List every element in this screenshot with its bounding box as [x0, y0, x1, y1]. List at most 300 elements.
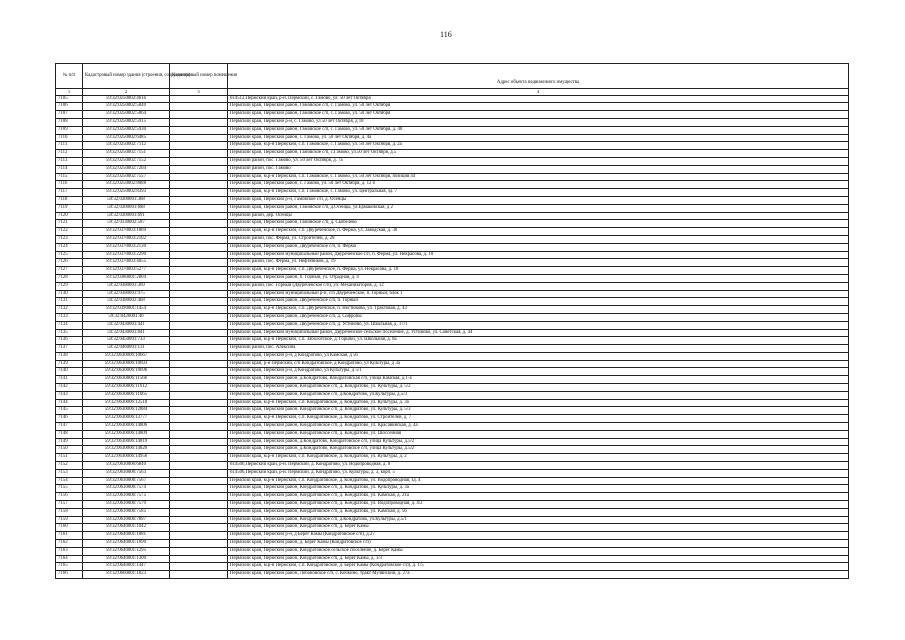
row-number-cell: 7125 — [56, 251, 83, 259]
cadastral-number-cell: 59:32:0250002:5864 — [83, 111, 170, 119]
premise-number-cell — [170, 555, 228, 563]
header-cadastral-premise: Кадастровый номер помещения — [170, 64, 228, 89]
address-cell: Пермский край, м.р-н Пермский, с.п. Двуреченское, п. Ферма, ул. Некрасова, д. 18 — [228, 267, 849, 275]
premise-number-cell — [170, 446, 228, 454]
premise-number-cell — [170, 228, 228, 236]
row-number-cell: 7126 — [56, 259, 83, 267]
address-cell: Пермский край, м.р-н Пермский, с.п. Кондратовское, д. Кондратово, ул. Культуры, д. 3а — [228, 399, 849, 407]
premise-number-cell — [170, 384, 228, 392]
address-cell: Пермский край, Пермский район, Двуреченское с/п, п. Горный — [228, 298, 849, 306]
table-row — [56, 501, 849, 509]
table-row — [56, 360, 849, 368]
table-row — [56, 352, 849, 360]
premise-number-cell — [170, 477, 228, 485]
row-number-cell: 7124 — [56, 243, 83, 251]
cadastral-number-cell: 59:32:0630006:7574 — [83, 485, 170, 493]
row-number-cell: 7155 — [56, 485, 83, 493]
row-number-cell: 7118 — [56, 196, 83, 204]
cadastral-number-cell: 59:32:0630006:14806 — [83, 423, 170, 431]
address-cell: Пермский край, Пермский район, Кондратовское с/п, д. Кондратово, ул. Культуры, д. 5/3 — [228, 407, 849, 415]
table-row — [56, 516, 849, 524]
table-row — [56, 212, 849, 220]
table-row — [56, 469, 849, 477]
table-row — [56, 228, 849, 236]
premise-number-cell — [170, 251, 228, 259]
address-cell: Пермский край, Пермский район, Кондратовское с/п, д. Кондратово, ул. Водопроводная, д. 4/2 — [228, 501, 849, 509]
premise-number-cell — [170, 321, 228, 329]
row-number-cell: 7158 — [56, 508, 83, 516]
cadastral-number-cell: 59:32:0250002:5840 — [83, 103, 170, 111]
address-cell: Пермский район, дер. Осенцы — [228, 212, 849, 220]
cadastral-number-cell: 59:32:0380001:2804 — [83, 274, 170, 282]
table-row — [56, 415, 849, 423]
table-row — [56, 368, 849, 376]
cadastral-number-cell: 59:32:0250002:7204 — [83, 165, 170, 173]
address-cell: 614506,Пермский край, р-н. Пермский, д. Кондратово, ул. Культуры, д. 3, корп. 5 — [228, 469, 849, 477]
address-cell: Пермский край, Пермский р-н, д Кондратово, ул Камская, д 5б — [228, 352, 849, 360]
cadastral-number-cell: 59:32:0630006:14956 — [83, 454, 170, 462]
premise-number-cell — [170, 563, 228, 571]
address-cell: Пермский край, Пермский район, Кондратовское с/п, д. Кондратово, ул. Культуры, д. 5/2 — [228, 384, 849, 392]
premise-number-cell — [170, 290, 228, 298]
table-row — [56, 118, 849, 126]
premise-number-cell — [170, 571, 228, 579]
cadastral-number-cell: 59:32:0250002:5930 — [83, 126, 170, 134]
address-cell: 614506,Пермский край, р-н. Пермский, д. Кондратово, ул. Водопроводная, д. 8 — [228, 462, 849, 470]
row-number-cell: 7154 — [56, 477, 83, 485]
premise-number-cell — [170, 111, 228, 119]
address-cell: Пермский район, пос. Ферма, ул. Строителей, д. 28 — [228, 235, 849, 243]
premise-number-cell — [170, 243, 228, 251]
cadastral-number-cell: 59:32:0660001:1823 — [83, 571, 170, 579]
column-number: 1 — [56, 89, 83, 96]
cadastral-number-cell: 59:32:0630006:12884 — [83, 407, 170, 415]
premise-number-cell — [170, 532, 228, 540]
address-cell: Пермский край, Пермский район, Кондратовское с/п, д. Кондратово, ул. Камская, д. 5б — [228, 508, 849, 516]
row-number-cell: 7123 — [56, 235, 83, 243]
cadastral-number-cell: 59:32:0300001:688 — [83, 204, 170, 212]
address-cell: Пермский край, Пермский муниципальный район, Двуреченское с/п, п. Ферма, ул. Некрасова, д. 10 — [228, 251, 849, 259]
table-row — [56, 540, 849, 548]
row-number-cell: 7151 — [56, 454, 83, 462]
address-cell: Пермский край, Пермский район, Двуреченское с/п, д. Устиново, ул. Школьная, д. 17/1 — [228, 321, 849, 329]
table-row — [56, 524, 849, 532]
address-cell: Пермский район, пос. Алексина — [228, 345, 849, 353]
premise-number-cell — [170, 547, 228, 555]
table-row — [56, 376, 849, 384]
address-cell: Пермский край, м.р-н Пермский, с.п. Двуреченское, п. Нестюково, ул. Трактовая, д. 43 — [228, 306, 849, 314]
premise-number-cell — [170, 508, 228, 516]
row-number-cell: 7114 — [56, 165, 83, 173]
table-row — [56, 329, 849, 337]
row-number-cell: 7117 — [56, 189, 83, 197]
premise-number-cell — [170, 462, 228, 470]
premise-number-cell — [170, 298, 228, 306]
address-cell: Пермский край, Пермский район, Гамовское с/п, с. Гамово, ул. 50 лет Октября — [228, 103, 849, 111]
row-number-cell: 7120 — [56, 212, 83, 220]
cadastral-number-cell: 59:32:0370003:1869 — [83, 228, 170, 236]
table-row — [56, 196, 849, 204]
row-number-cell: 7127 — [56, 267, 83, 275]
cadastral-number-cell: 59:32:0250002:7557 — [83, 173, 170, 181]
address-cell: Пермский край, Пермский район, Кондратовское с/п, д.Кондратово, ул.Культуры, д.5/3 — [228, 391, 849, 399]
address-cell: Пермский край, Пермский район, Кондратовское с/п, д. Берег Камы, д. 1/3 — [228, 555, 849, 563]
address-cell: Пермский край, Пермский район, д. Берег Камы (Кондратовское с/п) — [228, 540, 849, 548]
row-number-cell: 7129 — [56, 282, 83, 290]
table-row — [56, 204, 849, 212]
table-row — [56, 430, 849, 438]
row-number-cell: 7128 — [56, 274, 83, 282]
address-cell: Пермский край, м.р-н Пермский, с.п. Двуреченское, п. Ферма, ул. Заводская, д. 30 — [228, 228, 849, 236]
premise-number-cell — [170, 524, 228, 532]
table-row — [56, 485, 849, 493]
address-cell: Пермский край, м.р-н Пермский, с.п. Гамовское, с. Гамово, ул. 50 лет Октября, д. 2а — [228, 142, 849, 150]
row-number-cell: 7163 — [56, 547, 83, 555]
cadastral-number-cell: 59:32:0630006:11612 — [83, 384, 170, 392]
cadastral-number-cell: 59:32:0370003:2130 — [83, 243, 170, 251]
row-number-cell: 7116 — [56, 181, 83, 189]
table-body — [56, 95, 849, 578]
address-cell: Пермский край, Пермский р-н, д Кондратово, ул Культуры, д 5/1 — [228, 368, 849, 376]
row-number-cell: 7133 — [56, 313, 83, 321]
cadastral-number-cell: 59:32:0630006:7897 — [83, 516, 170, 524]
address-cell: Пермский край, Пермский р-н, с. Гамово, ул 50 лет Октября, д 18 — [228, 118, 849, 126]
table-row — [56, 298, 849, 306]
row-number-cell: 7162 — [56, 540, 83, 548]
table-row — [56, 454, 849, 462]
premise-number-cell — [170, 259, 228, 267]
premise-number-cell — [170, 150, 228, 158]
address-cell: Пермский край, Пермский район, д.Кондратово, Кондратовская с/п, улица Камская, д.1-а — [228, 376, 849, 384]
row-number-cell: 7142 — [56, 384, 83, 392]
cadastral-number-cell: 59:32:0430001:841 — [83, 329, 170, 337]
cadastral-number-cell: 59:32:0450001:733 — [83, 337, 170, 345]
table-row — [56, 243, 849, 251]
cadastral-number-cell: 59:32:0640001:1081 — [83, 532, 170, 540]
address-cell: Пермский край, Пермский район, Кондратовское сельское поселение, д. Берег Камы — [228, 547, 849, 555]
row-number-cell: 7156 — [56, 493, 83, 501]
premise-number-cell — [170, 493, 228, 501]
cadastral-number-cell: 59:32:0630006:7563 — [83, 469, 170, 477]
premise-number-cell — [170, 376, 228, 384]
column-number: 3 — [170, 89, 228, 96]
cadastral-number-cell: 59:32:0370003:2290 — [83, 251, 170, 259]
row-number-cell: 7137 — [56, 345, 83, 353]
premise-number-cell — [170, 235, 228, 243]
premise-number-cell — [170, 118, 228, 126]
cadastral-number-cell: 59:32:0460001:131 — [83, 345, 170, 353]
header-cadastral-building: Кадастровый номер здания (строения, сооружения) — [83, 64, 170, 89]
address-cell: Пермский край, м.р-н Пермский, с.п. Гамовское, с. Гамово, ул. 50 лет Октября, позиция 44 — [228, 173, 849, 181]
table-row — [56, 95, 849, 103]
premise-number-cell — [170, 469, 228, 477]
premise-number-cell — [170, 430, 228, 438]
table-row — [56, 345, 849, 353]
cadastral-number-cell: 59:32:0300001:368 — [83, 196, 170, 204]
column-number: 4 — [228, 89, 849, 96]
cadastral-number-cell: 59:32:0630006:12518 — [83, 399, 170, 407]
table-row — [56, 134, 849, 142]
row-number-cell: 7141 — [56, 376, 83, 384]
table-row — [56, 111, 849, 119]
premise-number-cell — [170, 95, 228, 103]
cadastral-number-cell: 59:32:0370003:5277 — [83, 267, 170, 275]
cadastral-number-cell: 59:32:0380001:975 — [83, 290, 170, 298]
address-cell: Пермский край, Пермский район, д.Кондратово, Кондратовское с/п, улица Культуры, д.5/2 — [228, 446, 849, 454]
row-number-cell: 7146 — [56, 415, 83, 423]
address-cell: Пермский край, Пермский муниципальный р-н, с/п Двуреченское, п. Горный, блок 1 — [228, 290, 849, 298]
address-cell: Пермский край, м.р-н Пермский, с.п. Кондратовское, д. Кондратово, ул. Культуры, д. 2 — [228, 454, 849, 462]
address-cell: Пермский край, Пермский район, п. Горный, ул. Отрадная, д. 4 — [228, 274, 849, 282]
cadastral-number-cell: 59:32:0640001:1295 — [83, 547, 170, 555]
row-number-cell: 7157 — [56, 501, 83, 509]
row-number-cell: 7164 — [56, 555, 83, 563]
cadastral-number-cell: 59:32:0380002:468 — [83, 298, 170, 306]
table-row — [56, 384, 849, 392]
premise-number-cell — [170, 126, 228, 134]
premise-number-cell — [170, 134, 228, 142]
column-number: 2 — [83, 89, 170, 96]
table-row — [56, 259, 849, 267]
table-row — [56, 462, 849, 470]
row-number-cell: 7121 — [56, 220, 83, 228]
cadastral-number-cell: 59:32:0640001:1447 — [83, 563, 170, 571]
row-number-cell: 7160 — [56, 524, 83, 532]
cadastral-number-cell: 59:32:0250002:5915 — [83, 118, 170, 126]
premise-number-cell — [170, 173, 228, 181]
address-cell: Пермский край, Пермский район, д.Кондратово, Кондратовское с/п, улица Культуры, д.5/2 — [228, 438, 849, 446]
row-number-cell: 7131 — [56, 298, 83, 306]
table-row — [56, 438, 849, 446]
premise-number-cell — [170, 282, 228, 290]
premise-number-cell — [170, 407, 228, 415]
cadastral-number-cell: 59:32:0630006:6840 — [83, 462, 170, 470]
property-registry-table — [55, 63, 849, 579]
table-row — [56, 532, 849, 540]
cadastral-number-cell: 59:32:0630006:10693 — [83, 360, 170, 368]
cadastral-number-cell: 59:32:0630006:14820 — [83, 446, 170, 454]
address-cell: Пермский край, Пермский район, Гамовское с/п, с. Гамово, ул. 50 лет Октября, д. 40 — [228, 126, 849, 134]
table-row — [56, 321, 849, 329]
cadastral-number-cell: 59:32:0630006:11665 — [83, 391, 170, 399]
cadastral-number-cell: 59:32:0250002:7112 — [83, 142, 170, 150]
premise-number-cell — [170, 157, 228, 165]
cadastral-number-cell: 59:32:0630006:10696 — [83, 368, 170, 376]
table-header-row — [56, 64, 849, 89]
premise-number-cell — [170, 306, 228, 314]
premise-number-cell — [170, 181, 228, 189]
premise-number-cell — [170, 142, 228, 150]
row-number-cell: 7113 — [56, 157, 83, 165]
cadastral-number-cell: 59:32:0630006:14809 — [83, 430, 170, 438]
premise-number-cell — [170, 165, 228, 173]
cadastral-number-cell: 59:32:0420001:40 — [83, 313, 170, 321]
address-cell: 614512,Пермский край, р-н. Пермский, с. Гамово, ул. 50 лет Октября — [228, 95, 849, 103]
cadastral-number-cell: 59:32:0630006:7585 — [83, 508, 170, 516]
row-number-cell: 7149 — [56, 438, 83, 446]
table-row — [56, 157, 849, 165]
address-cell: Пермский край, Пермский район, Кондратовское с/п, д.Кондратово, ул.Культуры, д.5/1 — [228, 516, 849, 524]
address-cell: Пермский край, р-н Пермский, с/п Кондратовское, д Кондратово, ул Культуры, д 3а — [228, 360, 849, 368]
address-cell: Пермский край, м.р-н Пермский, с.п. Кондратовское, д. Берег Камы (Кондратовское с/п), д. 1/5 — [228, 563, 849, 571]
row-number-cell: 7122 — [56, 228, 83, 236]
cadastral-number-cell: 59:32:0380001:369 — [83, 282, 170, 290]
page-number: 116 — [440, 30, 452, 39]
table-row — [56, 181, 849, 189]
address-cell: Пермский край, Пермский район, с. Гамово, ул. 50 лет Октября, д. 12 б — [228, 181, 849, 189]
header-num: № п/п — [56, 64, 83, 89]
table-row — [56, 508, 849, 516]
header-address: Адрес объекта недвижимого имущества — [228, 64, 849, 89]
address-cell: Пермский край, Пермский район, Кондратовское с/п, д. Кондратово, ул. Камская, д. 21а — [228, 493, 849, 501]
row-number-cell: 7150 — [56, 446, 83, 454]
address-cell: Пермский край, Пермский район, Кондратовское с/п, д. Берег Камы — [228, 524, 849, 532]
cadastral-number-cell: 59:32:0250002:8088 — [83, 181, 170, 189]
premise-number-cell — [170, 540, 228, 548]
table-row — [56, 103, 849, 111]
cadastral-number-cell: 59:32:0630006:14819 — [83, 438, 170, 446]
table-row — [56, 306, 849, 314]
cadastral-number-cell: 59:32:0250002:7152 — [83, 157, 170, 165]
table-row — [56, 173, 849, 181]
premise-number-cell — [170, 438, 228, 446]
premise-number-cell — [170, 360, 228, 368]
premise-number-cell — [170, 329, 228, 337]
premise-number-cell — [170, 501, 228, 509]
row-number-cell: 7135 — [56, 329, 83, 337]
table-row — [56, 547, 849, 555]
table-row — [56, 563, 849, 571]
premise-number-cell — [170, 516, 228, 524]
row-number-cell: 7119 — [56, 204, 83, 212]
table-row — [56, 165, 849, 173]
cadastral-number-cell: 59:32:0630006:11566 — [83, 376, 170, 384]
row-number-cell: 7106 — [56, 103, 83, 111]
row-number-cell: 7111 — [56, 142, 83, 150]
address-cell: Пермский район, пос. Гамово, ул. 50 лет Октября, д. 7а — [228, 157, 849, 165]
address-cell: Пермский край, м.р-н Пермский, с.п. Заболотское, д. Горшки, ул. Школьная, д. 8а — [228, 337, 849, 345]
premise-number-cell — [170, 103, 228, 111]
address-cell: Пермский край, Пермский район, Гамовское с/п, д.Осенцы, ул.Ермаковская, д 2 — [228, 204, 849, 212]
premise-number-cell — [170, 485, 228, 493]
cadastral-number-cell: 59:32:0250002:6485 — [83, 134, 170, 142]
cadastral-number-cell: 59:32:0250002:7151 — [83, 150, 170, 158]
premise-number-cell — [170, 368, 228, 376]
row-number-cell: 7144 — [56, 399, 83, 407]
table-row — [56, 189, 849, 197]
row-number-cell: 7143 — [56, 391, 83, 399]
table-row — [56, 337, 849, 345]
address-cell: Пермский край, Пермский район, Кондратовское с/п, д. Кондратово, ул. Шоссейная — [228, 430, 849, 438]
premise-number-cell — [170, 189, 228, 197]
table-row — [56, 267, 849, 275]
row-number-cell: 7130 — [56, 290, 83, 298]
cadastral-number-cell: 59:32:0390001:1454 — [83, 306, 170, 314]
cadastral-number-cell: 59:32:0630006:7579 — [83, 501, 170, 509]
row-number-cell: 7145 — [56, 407, 83, 415]
row-number-cell: 7140 — [56, 368, 83, 376]
premise-number-cell — [170, 345, 228, 353]
cadastral-number-cell: 59:32:0370003:4055 — [83, 259, 170, 267]
premise-number-cell — [170, 274, 228, 282]
table-row — [56, 555, 849, 563]
cadastral-number-cell: 59:32:0640001:1300 — [83, 555, 170, 563]
address-cell: Пермский край, Пермский район, Лобановское с/п, с. Кочкино, тракт Мулянский, д. 27а — [228, 571, 849, 579]
premise-number-cell — [170, 267, 228, 275]
address-cell: Пермский край, Пермский муниципальный район, Двуреченское сельское поселение, д. Устиново, ул. Советская, д. 44 — [228, 329, 849, 337]
table-row — [56, 399, 849, 407]
address-cell: Пермский район, пос. Ферма, ул. Нефтяников, д. 19 — [228, 259, 849, 267]
row-number-cell: 7108 — [56, 118, 83, 126]
cadastral-number-cell: 59:32:0630006:13777 — [83, 415, 170, 423]
premise-number-cell — [170, 415, 228, 423]
address-cell: Пермский край, Пермский район, Гамовское с/п, с.Гамово, ул.50 лет Октября, д.5 — [228, 150, 849, 158]
table-row — [56, 220, 849, 228]
premise-number-cell — [170, 399, 228, 407]
row-number-cell: 7115 — [56, 173, 83, 181]
address-cell: Пермский край, м.р-н Пермский, с.п. Гамовское, с. Гамово, ул. Центральная, зд. 7 — [228, 189, 849, 197]
premise-number-cell — [170, 391, 228, 399]
premise-number-cell — [170, 454, 228, 462]
cadastral-number-cell: 59:32:0630006:7567 — [83, 477, 170, 485]
address-cell: Пермский край, м.р-н Пермский, с.п. Кондратовское, д. Кондратово, ул. Строителей, д. 7 — [228, 415, 849, 423]
table-row — [56, 423, 849, 431]
table-row — [56, 251, 849, 259]
row-number-cell: 7153 — [56, 469, 83, 477]
cadastral-number-cell: 59:32:0250002:8393 — [83, 189, 170, 197]
address-cell: Пермский край, Пермский район, Гамовское с/п, д. Скобелево — [228, 220, 849, 228]
address-cell: Пермский край, Пермский район, с. Гамово, ул. 50 лет Октября, д. 4а — [228, 134, 849, 142]
table-row — [56, 126, 849, 134]
cadastral-number-cell: 59:32:0430001:441 — [83, 321, 170, 329]
table-row — [56, 407, 849, 415]
address-cell: Пермский район, пос. Горный (Двуреченское с/п), ул. Механизаторов, д. 12 — [228, 282, 849, 290]
row-number-cell: 7112 — [56, 150, 83, 158]
address-cell: Пермский район, пос. Гамово — [228, 165, 849, 173]
cadastral-number-cell: 59:32:0630006:7575 — [83, 493, 170, 501]
address-cell: Пермский край, Пермский район, Двуреченское с/п, п. Ферма — [228, 243, 849, 251]
row-number-cell: 7105 — [56, 95, 83, 103]
table-row — [56, 571, 849, 579]
premise-number-cell — [170, 196, 228, 204]
table-row — [56, 493, 849, 501]
table-row — [56, 290, 849, 298]
row-number-cell: 7107 — [56, 111, 83, 119]
table-row — [56, 142, 849, 150]
premise-number-cell — [170, 212, 228, 220]
address-cell: Пермский край, Пермский р-н, Гамовское с/п, д. Осенцы — [228, 196, 849, 204]
column-number-row — [56, 89, 849, 96]
address-cell: Пермский край, Пермский район, Гамовское с/п, с. Гамово, ул. 50 лет Октября — [228, 111, 849, 119]
address-cell: Пермский край, м.р-н Пермский, с.п. Кондратовское, д. Кондратово, ул. Водопроводная, зд. 4 — [228, 477, 849, 485]
row-number-cell: 7165 — [56, 563, 83, 571]
address-cell: Пермский край, Пермский р-н, д Берег Камы (Кондратовское с/п), д.27 — [228, 532, 849, 540]
premise-number-cell — [170, 220, 228, 228]
table-row — [56, 150, 849, 158]
row-number-cell: 7166 — [56, 571, 83, 579]
premise-number-cell — [170, 313, 228, 321]
table-row — [56, 391, 849, 399]
cadastral-number-cell: 59:32:0640001:1090 — [83, 540, 170, 548]
premise-number-cell — [170, 352, 228, 360]
cadastral-number-cell: 59:32:0300001:691 — [83, 212, 170, 220]
row-number-cell: 7152 — [56, 462, 83, 470]
address-cell: Пермский край, Пермский район, Двуреченское с/п, д. Софроны — [228, 313, 849, 321]
table-row — [56, 313, 849, 321]
row-number-cell: 7139 — [56, 360, 83, 368]
row-number-cell: 7159 — [56, 516, 83, 524]
row-number-cell: 7161 — [56, 532, 83, 540]
